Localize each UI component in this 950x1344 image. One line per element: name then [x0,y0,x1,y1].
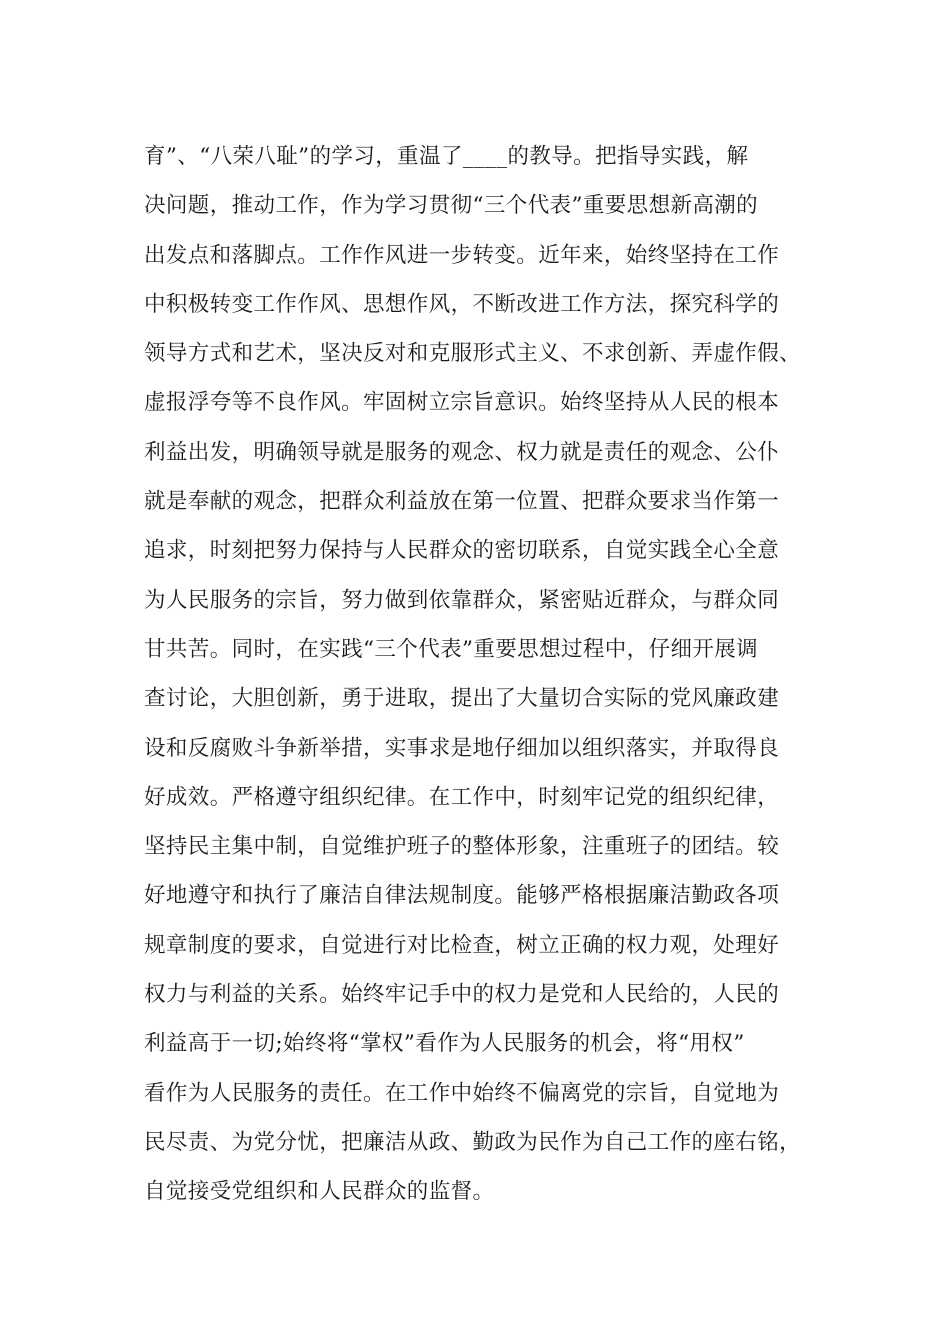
text-line: 规章制度的要求，自觉进行对比检查，树立正确的权力观，处理好 [144,932,780,958]
text-line: 自觉接受党组织和人民群众的监督。 [144,1179,495,1205]
text-line: 好成效。严格遵守组织纪律。在工作中，时刻牢记党的组织纪律， [144,784,780,810]
text-line: 领导方式和艺术，坚决反对和克服形式主义、不求创新、弄虚作假、 [144,341,802,367]
text-line: 坚持民主集中制，自觉维护班子的整体形象，注重班子的团结。较 [144,834,780,860]
text-line: 中积极转变工作作风、思想作风，不断改进工作方法，探究科学的 [144,291,780,317]
text-line: 好地遵守和执行了廉洁自律法规制度。能够严格根据廉洁勤政各项 [144,883,780,909]
text-line: 育”、“八荣八耻”的学习，重温了____的教导。把指导实践，解 [144,144,749,169]
text-line: 虚报浮夸等不良作风。牢固树立宗旨意识。始终坚持从人民的根本 [144,390,780,416]
text-line: 出发点和落脚点。工作作风进一步转变。近年来，始终坚持在工作 [144,242,780,268]
text-line: 为人民服务的宗旨，努力做到依靠群众，紧密贴近群众，与群众同 [144,587,780,613]
text-line: 甘共苦。同时，在实践“三个代表”重要思想过程中，仔细开展调 [144,636,759,662]
text-line: 权力与利益的关系。始终牢记手中的权力是党和人民给的，人民的 [144,982,780,1008]
text-line: 利益出发，明确领导就是服务的观念、权力就是责任的观念、公仆 [144,439,780,465]
text-line: 民尽责、为党分忧，把廉洁从政、勤政为民作为自己工作的座右铭， [144,1129,802,1155]
text-line: 设和反腐败斗争新举措，实事求是地仔细加以组织落实，并取得良 [144,735,780,761]
text-line: 看作为人民服务的责任。在工作中始终不偏离党的宗旨，自觉地为 [144,1080,780,1106]
body-text [144,132,844,1217]
text-line: 追求，时刻把努力保持与人民群众的密切联系，自觉实践全心全意 [144,538,780,564]
text-line: 就是奉献的观念，把群众利益放在第一位置、把群众要求当作第一 [144,489,780,515]
text-line: 决问题，推动工作，作为学习贯彻“三个代表”重要思想新高潮的 [144,193,759,219]
text-line: 查讨论，大胆创新，勇于进取，提出了大量切合实际的党风廉政建 [144,686,780,712]
text-line: 利益高于一切;始终将“掌权”看作为人民服务的机会，将“用权” [144,1031,745,1057]
